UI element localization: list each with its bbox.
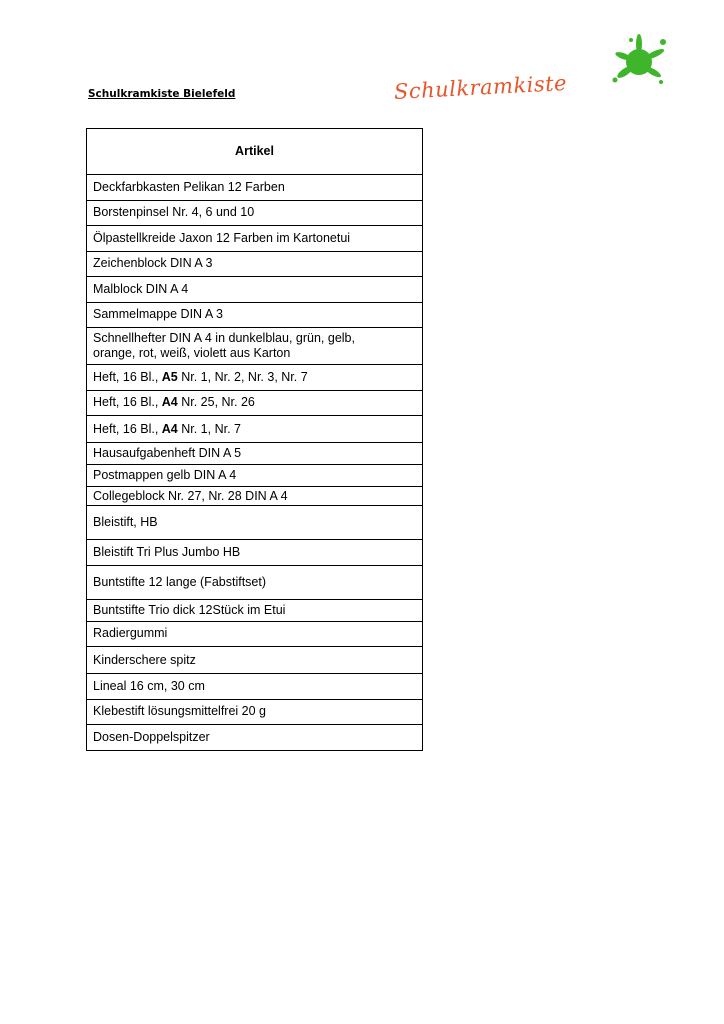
table-row: Collegeblock Nr. 27, Nr. 28 DIN A 4 [87,487,423,506]
format-label: A4 [161,421,178,436]
row-text: Heft, 16 Bl., [93,421,162,436]
table-row: Radiergummi [87,621,423,647]
table-row [87,365,423,391]
table-row [87,328,423,365]
table-row: Ölpastellkreide Jaxon 12 Farben im Kartonetui [87,226,423,252]
row-text: Heft, 16 Bl., [93,395,162,410]
format-label: A4 [161,395,178,410]
row-line: Schnellhefter DIN A 4 in dunkelblau, grün, gelb, [93,331,355,346]
table-row: Borstenpinsel Nr. 4, 6 und 10 [87,200,423,226]
table-row: Zeichenblock DIN A 3 [87,251,423,277]
table-row: Sammelmappe DIN A 3 [87,302,423,328]
row-text: Heft, 16 Bl., [93,369,162,384]
logo-text: Schulkramkiste [393,70,568,104]
format-label: A5 [161,369,178,384]
table-row: Buntstifte 12 lange (Fabstiftset) [87,565,423,599]
table-row: Dosen-Doppelspitzer [87,725,423,751]
table-row: Klebestift lösungsmittelfrei 20 g [87,699,423,725]
table-row: Kinderschere spitz [87,647,423,674]
logo [388,34,678,114]
table-row: Lineal 16 cm, 30 cm [87,674,423,700]
table-row: Hausaufgabenheft DIN A 5 [87,443,423,465]
table-row [87,390,423,416]
table-row: Bleistift, HB [87,506,423,540]
table-row: Buntstifte Trio dick 12Stück im Etui [87,599,423,621]
row-text: Nr. 1, Nr. 2, Nr. 3, Nr. 7 [177,369,308,384]
table-row: Bleistift Tri Plus Jumbo HB [87,540,423,566]
table-row: Deckfarbkasten Pelikan 12 Farben [87,175,423,201]
row-text: Nr. 1, Nr. 7 [177,421,241,436]
table-row [87,416,423,443]
row-text: Nr. 25, Nr. 26 [177,395,255,410]
articles-table [86,128,423,751]
table-row: Malblock DIN A 4 [87,277,423,303]
column-header-artikel: Artikel [87,129,423,175]
table-row: Postmappen gelb DIN A 4 [87,465,423,487]
paint-splash-icon [603,34,673,94]
page-title: Schulkramkiste Bielefeld [88,88,236,100]
row-line: orange, rot, weiß, violett aus Karton [93,346,291,360]
